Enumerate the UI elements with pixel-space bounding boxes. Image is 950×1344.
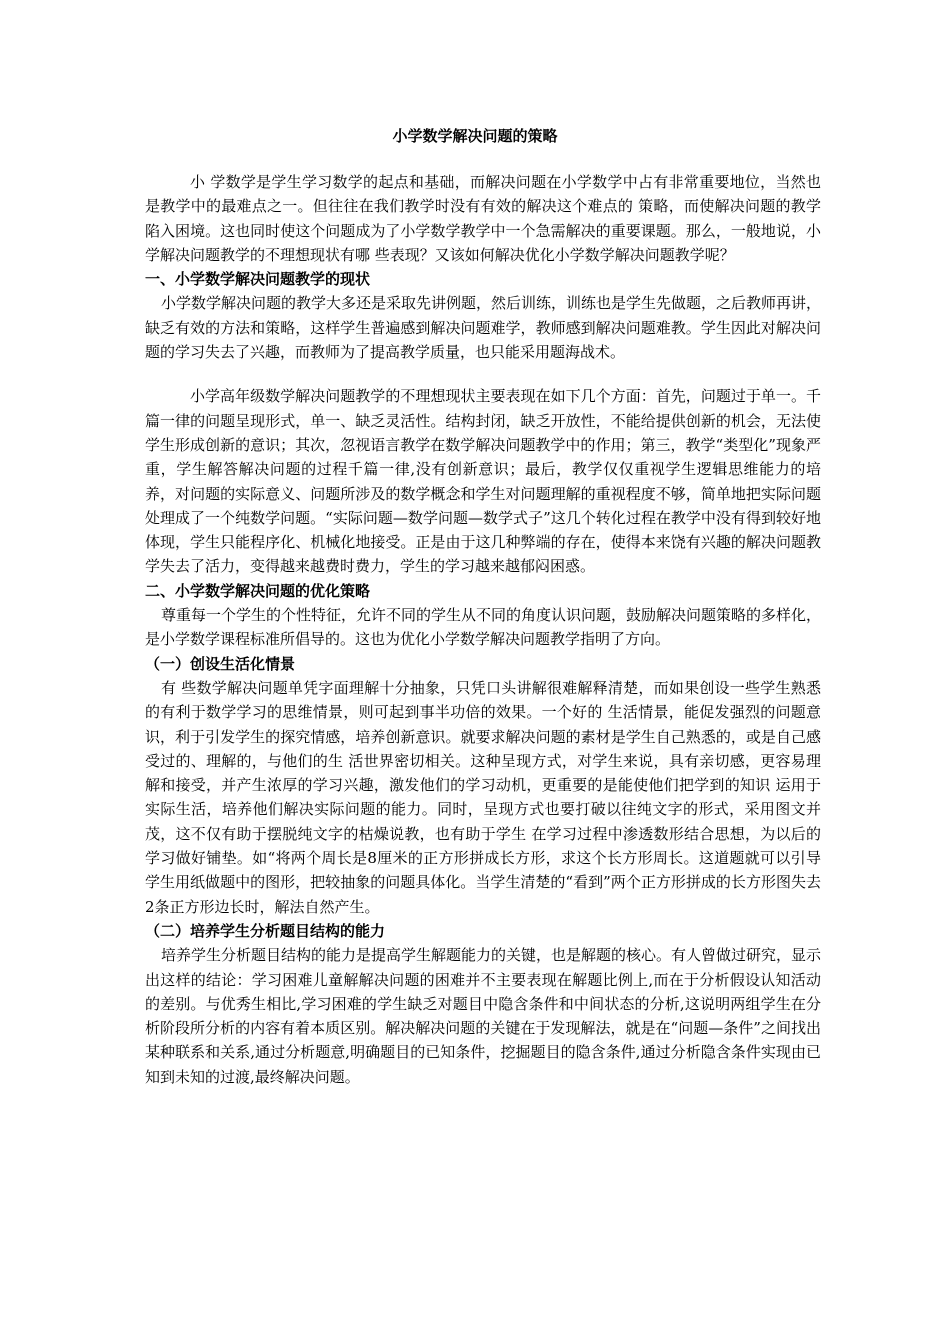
subsection-2-paragraph: 培养学生分析题目结构的能力是提高学生解题能力的关键，也是解题的核心。有人曾做过研究，显示出这样的结论：学习困难儿童解解决问题的困难并不主要表现在解题比例上,而在于分析假设认知活动的差别。与优秀生相比,学习困难的学生缺乏对题目中隐含条件和中间状态的分析,这说明两组学生在分析阶段所分析的内容有着本质区别。解决解决问题的关键在于发现解法，就是在“问题—条件”之间找出某种联系和关系,通过分析题意,明确题目的已知条件，挖掘题目的隐含条件,通过分析隐含条件实现由已知到未知的过渡,最终解决问题。 xyxy=(145,946,822,1086)
paragraph-gap xyxy=(145,364,821,384)
subsection-2-heading: （二）培养学生分析题目结构的能力 xyxy=(145,921,386,940)
subsection-1-paragraph: 有 些数学解决问题单凭字面理解十分抽象，只凭口头讲解很难解释清楚，而如果创设一些学生熟悉的有利于数学学习的思维情景，则可起到事半功倍的效果。一个好的 生活情景，能促发强烈的问题意识，利于引发学生的探究情感，培养创新意识。就要求解决问题的素材是学生自己熟悉的，或是自己感受过的、理解的，与他们的生 活世界密切相关。这种呈现方式，对学生来说，具有亲切感，更容易理解和接受，并产生浓厚的学习兴趣，激发他们的学习动机，更重要的是能使他们把学到的知识 运用于实际生活，培养他们解决实际问题的能力。同时，呈现方式也要打破以往纯文字的形式，采用图文并茂，这不仅有助于摆脱纯文字的枯燥说教，也有助于学生 在学习过程中渗透数形结合思想，为以后的学习做好铺垫。如“将两个周长是8厘米的正方形拼成长方形，求这个长方形周长。这道题就可以引导学生用纸做题中的图形，把较抽象的问题具体化。当学生清楚的“看到”两个正方形拼成的长方形图失去2条正方形边长时，解法自然产生。 xyxy=(145,678,821,916)
section-1-paragraph-1: 小学数学解决问题的教学大多还是采取先讲例题，然后训练，训练也是学生先做题，之后教师再讲，缺乏有效的方法和策略，这样学生普遍感到解决问题难学，教师感到解决问题难教。学生因此对解决问题的学习失去了兴趣，而教师为了提高教学质量，也只能采用题海战术。 xyxy=(145,294,822,362)
subsection-1-heading: （一）创设生活化情景 xyxy=(145,654,296,673)
section-1-paragraph-2: 小学高年级数学解决问题教学的不理想现状主要表现在如下几个方面：首先，问题过于单一。千篇一律的问题呈现形式，单一、缺乏灵活性。结构封闭，缺乏开放性，不能给提供创新的机会，无法使学生形成创新的意识；其次，忽视语言教学在数学解决问题教学中的作用；第三，教学“类型化”现象严重，学生解答解决问题的过程千篇一律,没有创新意识；最后，教学仅仅重视学生逻辑思维能力的培养，对问题的实际意义、问题所涉及的数学概念和学生对问题理解的重视程度不够，简单地把实际问题处理成了一个纯数学问题。“实际问题—数学问题—数学式子”这几个转化过程在教学中没有得到较好地体现，学生只能程序化、机械化地接受。正是由于这几种弊端的存在，使得本来饶有兴趣的解决问题教学失去了活力，变得越来越费时费力，学生的学习越来越郁闷困惑。 xyxy=(145,387,821,576)
document-body xyxy=(145,170,821,1089)
section-2-paragraph-1: 尊重每一个学生的个性特征，允许不同的学生从不同的角度认识问题，鼓励解决问题策略的多样化，是小学数学课程标准所倡导的。这也为优化小学数学解决问题教学指明了方向。 xyxy=(145,606,822,649)
section-2-heading: 二、小学数学解决问题的优化策略 xyxy=(145,581,371,600)
intro-paragraph: 小 学数学是学生学习数学的起点和基础，而解决问题在小学数学中占有非常重要地位，当然也是教学中的最难点之一。但往往在我们教学时没有有效的解决这个难点的 策略，而使解决问题的教学陷入困境。这也同时使这个问题成为了小学数学教学中一个急需解决的重要课题。那么，一般地说，小学解决问题教学的不理想现状有哪 些表现？又该如何解决优化小学数学解决问题教学呢？ xyxy=(145,173,821,264)
section-1-heading: 一、小学数学解决问题教学的现状 xyxy=(145,270,371,289)
document-title: 小学数学解决问题的策略 xyxy=(392,127,558,145)
